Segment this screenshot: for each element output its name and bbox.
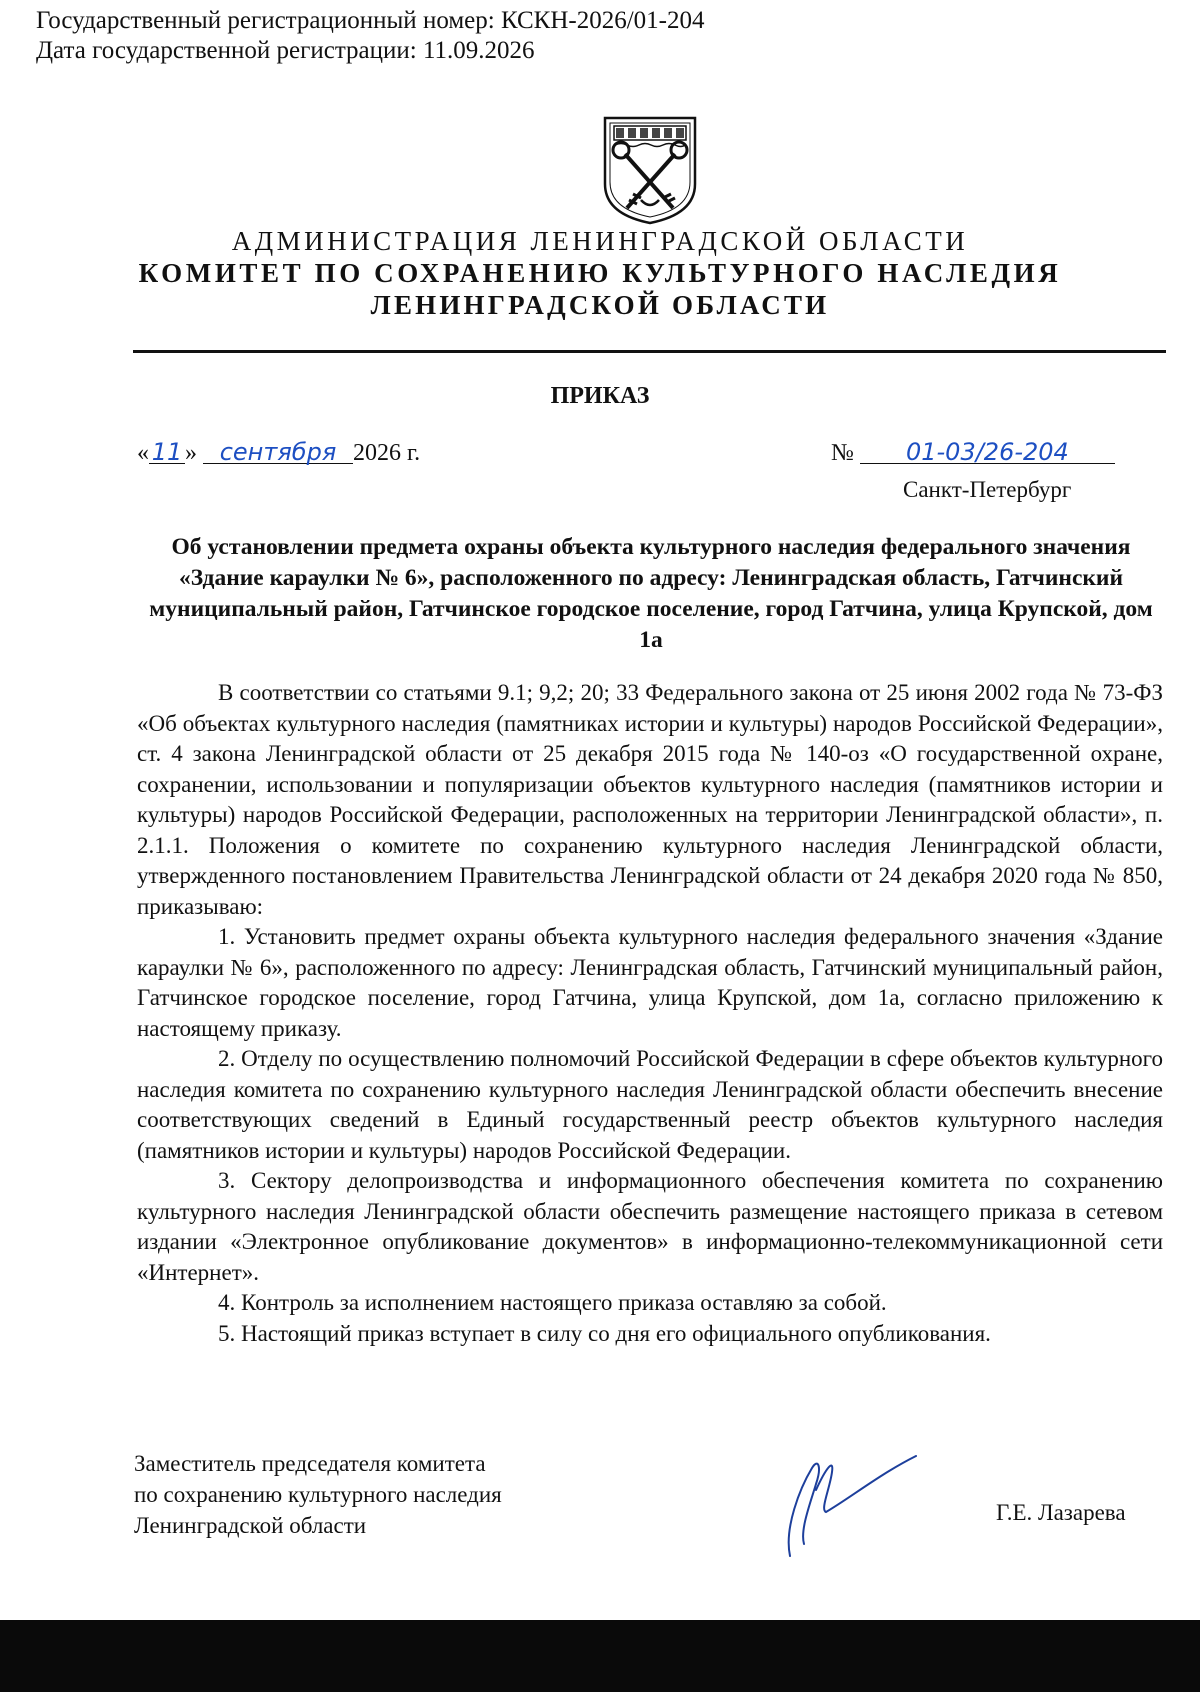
order-body: [137, 678, 1163, 1349]
quote-open: «: [137, 440, 149, 466]
position-line-2: по сохранению культурного наследия: [134, 1482, 502, 1507]
registration-number: Государственный регистрационный номер: КСКН-2026/01-204: [36, 7, 705, 34]
order-year: 2026 г.: [353, 440, 421, 466]
order-month: сентября: [203, 441, 353, 464]
clause-3: 3. Сектору делопроизводства и информационного обеспечения комитета по сохранению культурного наследия Ленинградской области обеспечить размещение настоящего приказа в сетевом издании «Электронное опубликование документов» в информационно-телекоммуникационной сети «Интернет».: [137, 1168, 1163, 1285]
coat-of-arms-icon: [601, 114, 699, 226]
order-day: 11: [149, 441, 185, 464]
preamble-paragraph: В соответствии со статьями 9.1; 9,2; 20; 33 Федерального закона от 25 июня 2002 года № 73-ФЗ «Об объектах культурного наследия (памятниках истории и культуры) народов Российской Федерации», ст. 4 закона Ленинградской области от 25 декабря 2015 года № 140-оз «О государственной охране, сохранении, использовании и популяризации объектов культурного наследия (памятников истории и культуры) народов Российской Федерации, расположенных на территории Ленинградской области», п. 2.1.1. Положения о комитете по сохранению культурного наследия Ленинградской области, утвержденного постановлением Правительства Ленинградской области от 24 декабря 2020 года № 850, приказываю:: [137, 680, 1163, 919]
committee-name: КОМИТЕТ ПО СОХРАНЕНИЮ КУЛЬТУРНОГО НАСЛЕДИЯ: [138, 258, 1062, 288]
order-city: Санкт-Петербург: [903, 477, 1072, 502]
order-date: [137, 440, 420, 467]
header-divider: [133, 350, 1166, 353]
position-line-1: Заместитель председателя комитета: [134, 1451, 486, 1476]
registration-date: Дата государственной регистрации: 11.09.2026: [36, 37, 535, 64]
signatory-position: [134, 1448, 502, 1541]
handwritten-signature: [760, 1448, 940, 1560]
scan-border: [0, 1620, 1200, 1692]
position-line-3: Ленинградской области: [134, 1513, 367, 1538]
order-title: ПРИКАЗ: [550, 383, 650, 409]
committee-region: ЛЕНИНГРАДСКОЙ ОБЛАСТИ: [370, 290, 830, 320]
signatory-name: Г.Е. Лазарева: [996, 1500, 1126, 1525]
clause-2: 2. Отделу по осуществлению полномочий Российской Федерации в сфере объектов культурного наследия комитета по сохранению культурного наследия Ленинградской области обеспечить внесение соответствующих сведений в Единый государственный реестр объектов культурного наследия (памятников истории и культуры) народов Российской Федерации.: [137, 1046, 1163, 1163]
order-number-line: [831, 440, 1115, 467]
clause-1: 1. Установить предмет охраны объекта культурного наследия федерального значения «Здание караулки № 6», расположенного по адресу: Ленинградская область, Гатчинский муниципальный район, Гатчинское городское поселение, город Гатчина, улица Крупской, дом 1а, согласно приложению к настоящему приказу.: [137, 924, 1163, 1041]
clause-5: 5. Настоящий приказ вступает в силу со дня его официального опубликования.: [218, 1320, 991, 1346]
order-subject: Об установлении предмета охраны объекта культурного наследия федерального значения «Здание караулки № 6», расположенного по адресу: Ленинградская область, Гатчинский муниципальный район, Гатчинское городское поселение, город Гатчина, улица Крупской, дом 1а: [149, 534, 1153, 653]
clause-4: 4. Контроль за исполнением настоящего приказа оставляю за собой.: [218, 1290, 887, 1315]
quote-close: »: [185, 440, 197, 466]
number-label: №: [831, 440, 854, 466]
order-number: 01-03/26-204: [860, 441, 1115, 464]
registration-header: [36, 6, 705, 66]
administration-name: АДМИНИСТРАЦИЯ ЛЕНИНГРАДСКОЙ ОБЛАСТИ: [231, 226, 969, 256]
